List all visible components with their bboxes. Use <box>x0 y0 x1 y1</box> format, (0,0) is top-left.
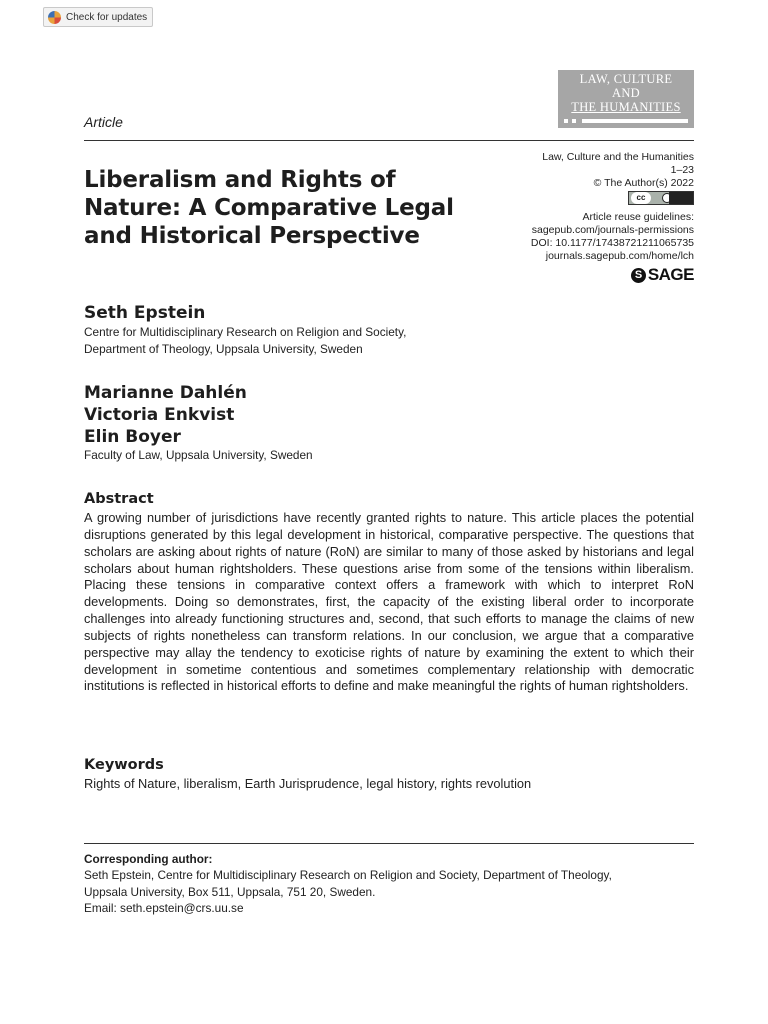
affiliation-line: Department of Theology, Uppsala University, Sweden <box>84 342 363 356</box>
title-line: and Historical Perspective <box>84 223 420 249</box>
sage-wordmark: SAGE <box>647 265 694 284</box>
corresponding-line: Seth Epstein, Centre for Multidisciplinary Research on Religion and Society, Department of Theology, <box>84 868 612 882</box>
author-name: Seth Epstein <box>84 303 206 323</box>
sage-mark-icon: S <box>631 268 646 283</box>
journal-logo-line: LAW, CULTURE <box>579 72 673 86</box>
check-for-updates-label: Check for updates <box>66 11 148 23</box>
journal-logo-line: AND <box>612 86 640 100</box>
doi[interactable]: DOI: 10.1177/17438721211065735 <box>530 237 694 250</box>
reuse-guidelines-label: Article reuse guidelines: <box>582 210 694 223</box>
author-name: Marianne Dahlén <box>84 383 247 403</box>
journal-home-link[interactable]: journals.sagepub.com/home/lch <box>545 250 694 263</box>
cc-by-license-icon[interactable] <box>628 191 694 205</box>
crossmark-icon <box>48 11 61 24</box>
title-line: Nature: A Comparative Legal <box>84 195 454 221</box>
article-metadata <box>531 151 694 264</box>
keywords-heading: Keywords <box>84 757 164 773</box>
abstract-heading: Abstract <box>84 491 154 507</box>
abstract-text: A growing number of jurisdictions have recently granted rights to nature. This article places the potential disruptions generated by this legal development in historical, comparative perspective. The questions that scholars are asking about rights of nature (RoN) are similar to many of those asked by historians and legal scholars about human rightsholders. These questions arise from some of the tensions within liberalism. Placing these tensions in comparative context offers a framework with which to interpret RoN developments. Doing so demonstrates, first, the capacity of the existing liberal order to incorporate challenges into already functioning structures and, second, that such efforts to manage the claims of new subjects of rights nonetheless can transform relations. In our conclusion, we argue that a comparative perspective may allay the tendency to exoticise rights of nature by examining the extent to which their development in sometime contentious and sometimes complementary relationship with democratic institutions is reflected in historical efforts to define and make meaningful the rights of human rightsholders. <box>84 510 694 694</box>
corresponding-author-label: Corresponding author: <box>84 852 213 866</box>
check-for-updates-button[interactable] <box>43 7 153 27</box>
page-range: 1–23 <box>670 164 694 177</box>
header-rule <box>84 140 694 141</box>
sage-logo <box>631 265 694 285</box>
permissions-link[interactable]: sagepub.com/journals-permissions <box>531 224 694 237</box>
journal-logo-bar <box>564 119 688 123</box>
journal-logo <box>558 70 694 128</box>
article-type-label: Article <box>84 114 123 130</box>
copyright: © The Author(s) 2022 <box>593 177 694 190</box>
corresponding-line: Uppsala University, Box 511, Uppsala, 751 20, Sweden. <box>84 884 376 899</box>
keywords-text: Rights of Nature, liberalism, Earth Jurisprudence, legal history, rights revolution <box>84 776 532 791</box>
corresponding-email[interactable]: Email: seth.epstein@crs.uu.se <box>84 901 244 915</box>
journal-name: Law, Culture and the Humanities <box>542 151 694 163</box>
affiliation-line: Centre for Multidisciplinary Research on Religion and Society, <box>84 325 407 339</box>
author-affiliation <box>84 324 406 358</box>
journal-logo-line: THE HUMANITIES <box>571 100 681 114</box>
cc-icon: cc <box>631 192 651 204</box>
author-name: Victoria Enkvist <box>84 405 235 425</box>
article-title <box>84 166 504 250</box>
author-name: Elin Boyer <box>84 427 181 447</box>
corresponding-author-details <box>84 867 612 917</box>
author-affiliation: Faculty of Law, Uppsala University, Sweden <box>84 448 313 462</box>
footnote-rule <box>84 843 694 844</box>
title-line: Liberalism and Rights of <box>84 167 396 193</box>
